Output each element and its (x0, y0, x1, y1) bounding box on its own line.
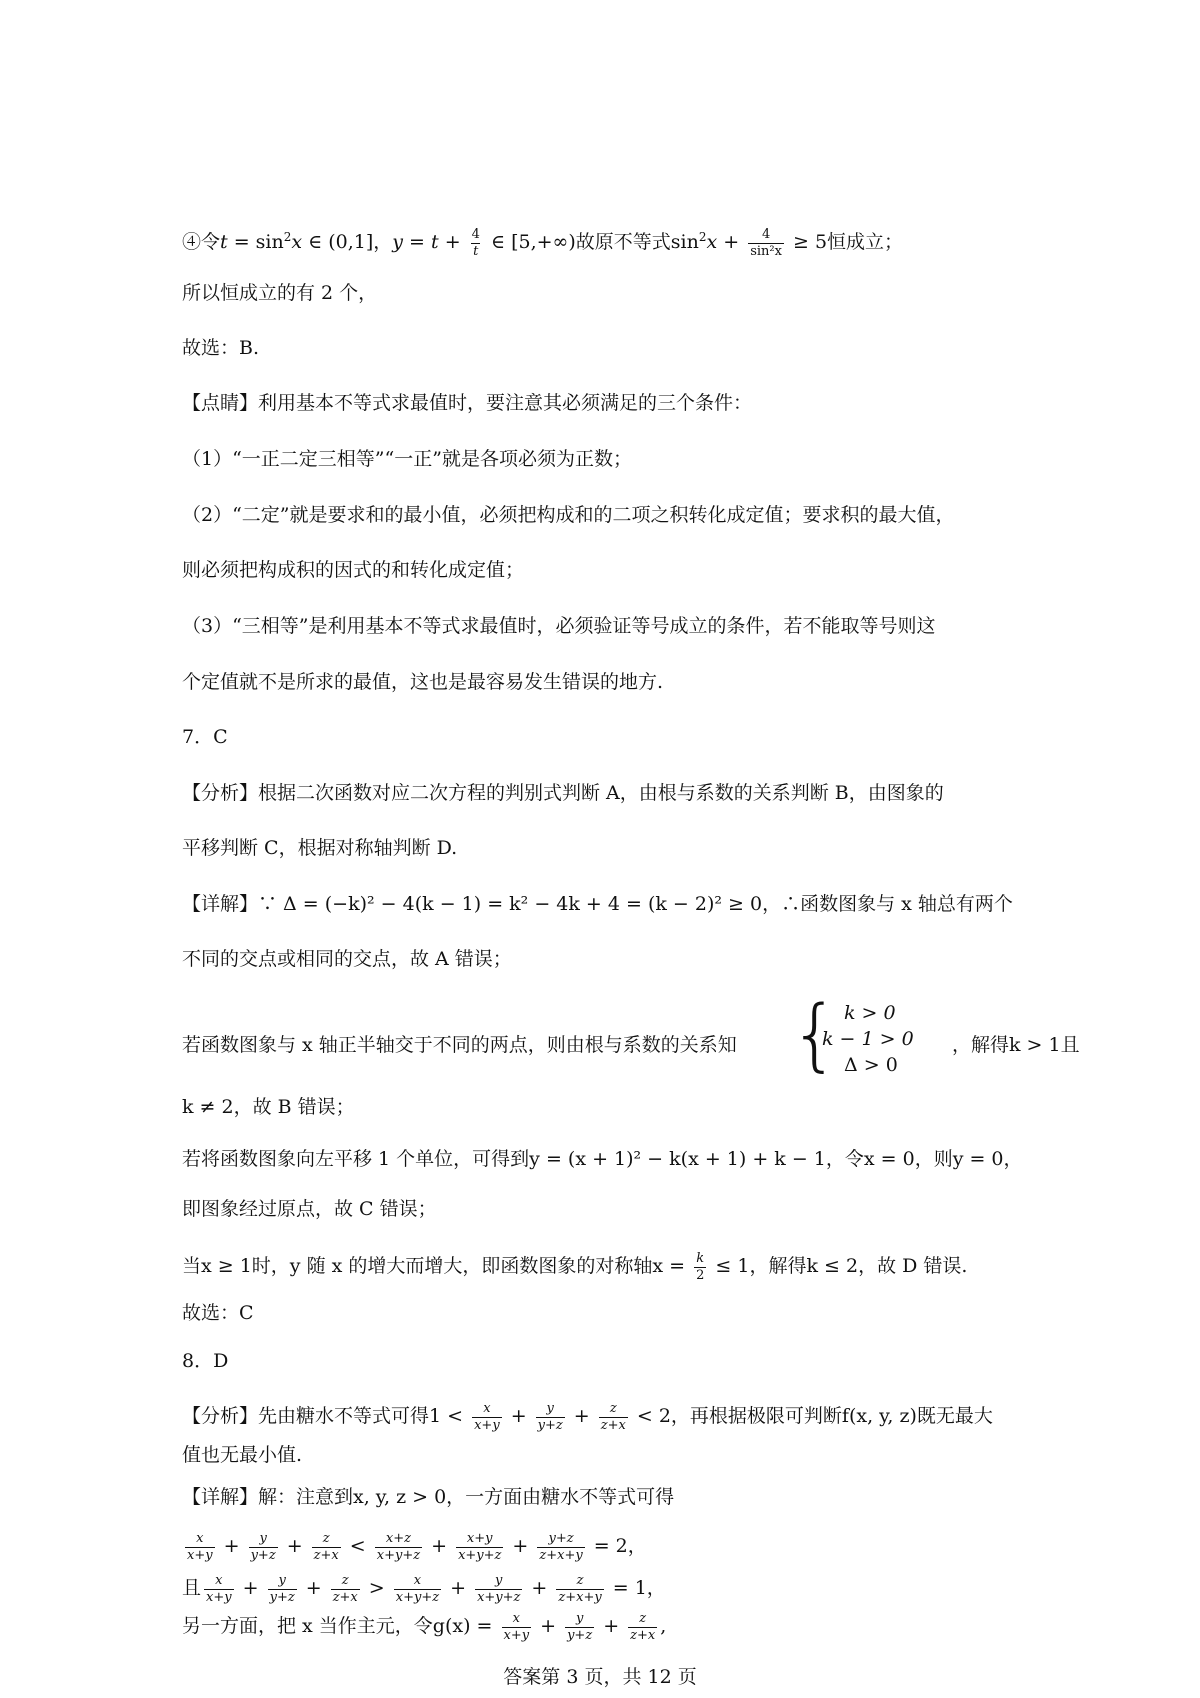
fraction: $\frac{z}{z+x}$ (630, 1611, 656, 1643)
text-line: 所以恒成立的有 2 个， (182, 282, 378, 304)
inequality-upper-line: $\frac{x}{x+y}$ + $\frac{y}{y+z}$ + $\frac{z}{z+x}$ < $\frac{x+z}{x+y+z}$ + $\frac{x+y}{x+y+z}$ + $\frac{y+z}{z+x+y}$ = 2， (187, 1531, 647, 1563)
section-heading-xiangjie: 【详解】∵ Δ = (−k)² − 4(k − 1) = k² − 4k + 4 = (k − 2)² ≥ 0，∴函数图象与 x 轴总有两个 (182, 893, 1013, 915)
fraction: $\frac{z}{z+x}$ (600, 1401, 626, 1433)
fraction: $\frac{z}{z+x}$ (332, 1573, 358, 1605)
text-line: 故选：B. (182, 337, 260, 359)
fraction: $\frac{y}{y+z}$ (537, 1401, 563, 1433)
fraction: $\frac{x}{x+y}$ (474, 1401, 500, 1433)
fraction: $\frac{y}{y+z}$ (269, 1573, 295, 1605)
text-line: 则必须把构成积的因式的和转化成定值； (182, 559, 525, 581)
fraction: $\frac{x+z}{x+y+z}$ (376, 1531, 421, 1563)
text-line: 平移判断 C，根据对称轴判断 D. (182, 837, 458, 859)
section-heading-dianjing: 【点睛】利用基本不等式求最值时，要注意其必须满足的三个条件： (182, 392, 753, 414)
fraction: $\frac{z}{z+x}$ (313, 1531, 339, 1563)
text-line: 【分析】根据二次函数对应二次方程的判别式判断 A，由根与系数的关系判断 B，由图象的 (182, 782, 944, 804)
answer-page: ④令$t = \sin^2x$ ∈ (0,1]，y = t + $\frac{4}{t}$ ∈ [5,+∞)故原不等式$\sin^2x$ + $\frac{4}{\text{sin²x}}$ ≥ 5恒成立； 所以恒成立的有 2 个， 故选：B. 【点睛】利用基本不等式求最值时，要注意其必须满足的三个条件： （1）“一正二定三相等”“一正”就是各项必须为正数； （2）“二定”就是要求和的最小值，必须把构成和的二项之积转化成定值；要求积的最大值， 则必须把构成积的因式的和转化成定值； （3）“三相等”是利用基本不等式求最值时，必须验证等号成立的条件，若不能取等号则这 个定值就不是所求的最值，这也是最容易发生错误的地方. 7．C 【分析】根据二次函数对应二次方程的判别式判断 A，由根与系数的关系判断 B，由图象的 平移判断 C，根据对称轴判断 D. 【详解】∵ Δ = (−k)² − 4(k − 1) = k² − 4k + 4 = (k − 2)² ≥ 0，∴函数图象与 x 轴总有两个 不同的交点或相同的交点，故 A 错误； 若函数图象与 x 轴正半轴交于不同的两点，则由根与系数的关系知 { k > 0 k − 1 > 0 Δ > 0 ，解得k > 1且 k ≠ 2，故 B 错误； 若将函数图象向左平移 1 个单位，可得到y = (x + 1)² − k(x + 1) + k − 1，令x = 0，则y = 0， 即图象经过原点，故 C 错误； 当x ≥ 1时，y 随 x 的增大而增大，即函数图象的对称轴x = $\frac{k}{2}$ ≤ 1，解得k ≤ 2，故 D 错误. 故选：C 8．D 【分析】先由糖水不等式可得1 < $\frac{x}{x+y}$ + $\frac{y}{y+z}$ + $\frac{z}{z+x}$ < 2，再根据极限可判断f(x, y, z)既无最大 值也无最小值. 【详解】解：注意到x, y, z > 0，一方面由糖水不等式可得 答案第 3 页，共 12 页 $\frac{x}{x+y}$ + $\frac{y}{y+z}$ + $\frac{z}{z+x}$ < $\frac{x+z}{x+y+z}$ + $\frac{x+y}{x+y+z}$ + $\frac{y+z}{z+x+y}$ = 2， 且 $\frac{x}{x+y}$ + $\frac{y}{y+z}$ + $\frac{z}{z+x}$ > $\frac{x}{x+y+z}$ + $\frac{y}{x+y+z}$ + $\frac{z}{z+x+y}$ = 1， 另一方面，把 x 当作主元，令g(x) = $\frac{x}{x+y}$ + $\frac{y}{y+z}$ + $\frac{z}{z+x}$ , (0, 0, 1200, 1698)
fraction: $\frac{y+z}{z+x+y}$ (539, 1531, 583, 1563)
fraction: $\frac{x}{x+y+z}$ (395, 1573, 440, 1605)
text-line: （2）“二定”就是要求和的最小值，必须把构成和的二项之积转化成定值；要求积的最大值， (182, 504, 955, 526)
fraction: $\frac{y}{y+z}$ (250, 1531, 276, 1563)
line-t-substitution: ④令$t = \sin^2x$ ∈ (0,1]，y = t + $\frac{4}{t}$ ∈ [5,+∞)故原不等式$\sin^2x$ + $\frac{4}{\text{sin²x}}$ ≥ 5恒成立； (182, 227, 904, 259)
fraction: $\frac{k}{2}$ (696, 1251, 705, 1283)
fraction: $\frac{x}{x+y}$ (187, 1531, 213, 1563)
left-brace: { (790, 990, 840, 1080)
inequality-lower-line: 且 $\frac{x}{x+y}$ + $\frac{y}{y+z}$ + $\frac{z}{z+x}$ > $\frac{x}{x+y+z}$ + $\frac{y}{x+y+z}$ + $\frac{z}{z+x+y}$ = 1， (182, 1573, 666, 1605)
g-function-line: 另一方面，把 x 当作主元，令g(x) = $\frac{x}{x+y}$ + $\frac{y}{y+z}$ + $\frac{z}{z+x}$ , (182, 1611, 667, 1643)
sugar-water-analysis-line: 【分析】先由糖水不等式可得1 < $\frac{x}{x+y}$ + $\frac{y}{y+z}$ + $\frac{z}{z+x}$ < 2，再根据极限可判断f(x, y, z)既无最大 (182, 1401, 993, 1433)
fraction: $\frac{x}{x+y}$ (206, 1573, 232, 1605)
question-number-7: 7．C (182, 726, 228, 748)
fraction: $\frac{z}{z+x+y}$ (558, 1573, 602, 1605)
page-footer: 答案第 3 页，共 12 页 (503, 1666, 697, 1688)
text-line: 值也无最小值. (182, 1444, 303, 1466)
symmetry-axis-line: 当x ≥ 1时，y 随 x 的增大而增大，即函数图象的对称轴x = $\frac{k}{2}$ ≤ 1，解得k ≤ 2，故 D 错误. (182, 1251, 968, 1283)
fraction: $\frac{y}{y+z}$ (567, 1611, 593, 1643)
fraction: $\frac{4}{\text{sin²x}}$ (750, 227, 782, 259)
text-line: 即图象经过原点，故 C 错误； (182, 1198, 437, 1220)
fraction: $\frac{y}{x+y+z}$ (477, 1573, 521, 1605)
fraction: $\frac{x+y}{x+y+z}$ (458, 1531, 502, 1563)
fraction: $\frac{4}{t}$ (471, 227, 480, 259)
condition-system: k > 0 k − 1 > 0 Δ > 0 (822, 1002, 914, 1076)
text-line: 个定值就不是所求的最值，这也是最容易发生错误的地方. (182, 671, 664, 693)
text-line: 不同的交点或相同的交点，故 A 错误； (182, 948, 512, 970)
text-line: （1）“一正二定三相等”“一正”就是各项必须为正数； (182, 448, 632, 470)
text-line: 【详解】解：注意到x, y, z > 0，一方面由糖水不等式可得 (182, 1486, 675, 1508)
text-line: 故选：C (182, 1302, 254, 1324)
fraction: $\frac{x}{x+y}$ (503, 1611, 530, 1643)
question-number-8: 8．D (182, 1350, 229, 1372)
text-line: k ≠ 2，故 B 错误； (182, 1096, 355, 1118)
text-line: 若将函数图象向左平移 1 个单位，可得到y = (x + 1)² − k(x + 1) + k − 1，令x = 0，则y = 0， (182, 1148, 1023, 1170)
text-line: （3）“三相等”是利用基本不等式求最值时，必须验证等号成立的条件，若不能取等号则这 (182, 615, 936, 637)
